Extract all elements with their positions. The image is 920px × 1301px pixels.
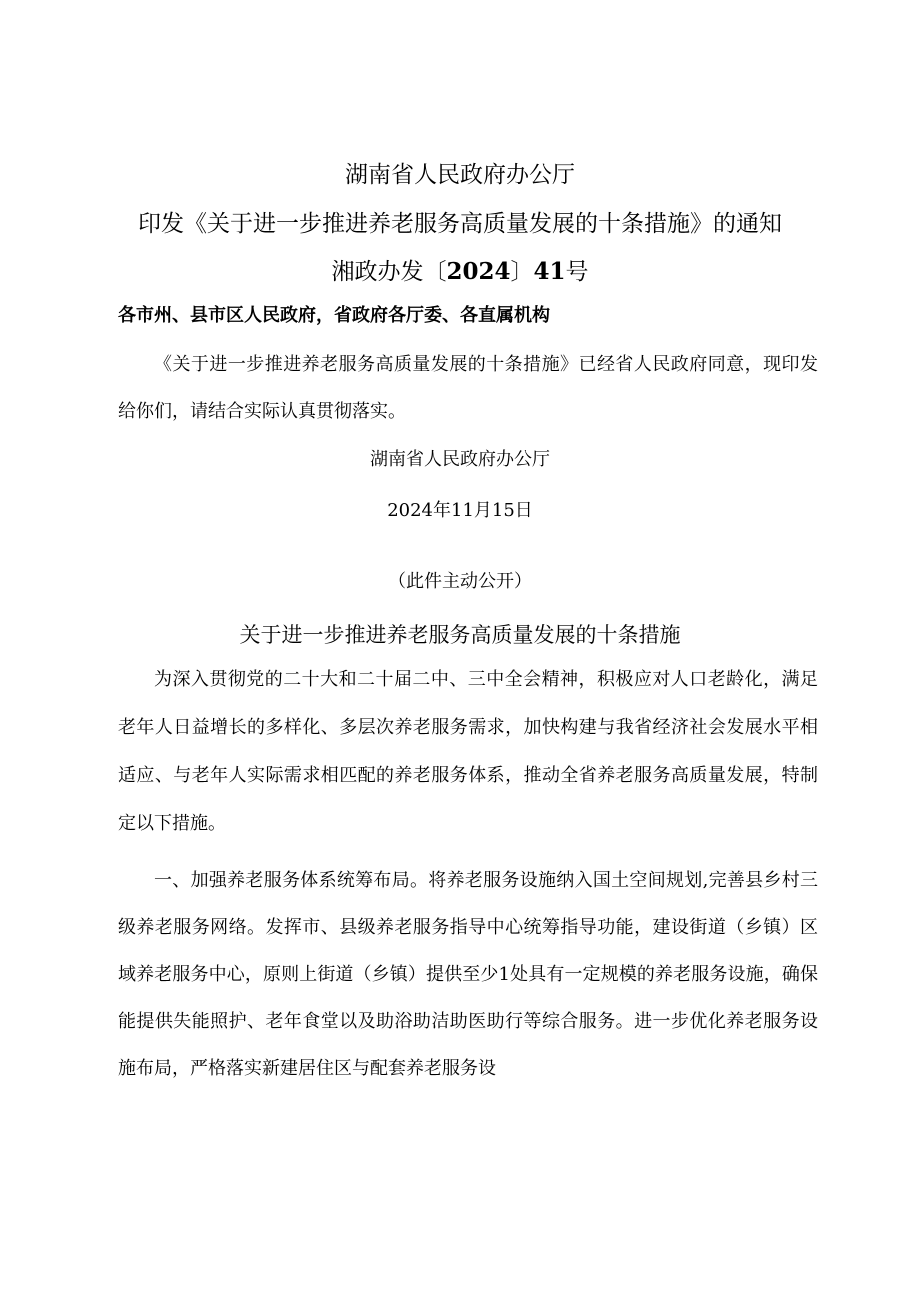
body-paragraph: 一、加强养老服务体系统筹布局。将养老服务设施纳入国土空间规划,完善县乡村三级养老服务网络。发挥市、县级养老服务指导中心统筹指导功能，建设街道（乡镇）区域养老服务中心，原则上街道（乡镇）提供至少1处具有一定规模的养老服务设施，确保能提供失能照护、老年食堂以及助浴助洁助医助行等综合服务。进一步优化养老服务设施布局，严格落实新建居住区与配套养老服务设 bbox=[118, 870, 818, 1079]
body-paragraph: 为深入贯彻党的二十大和二十届二中、三中全会精神，积极应对人口老龄化，满足老年人日益增长的多样化、多层次养老服务需求，加快构建与我省经济社会发展水平相适应、与老年人实际需求相匹配的养老服务体系，推动全省养老服务高质量发展，特制定以下措施。 bbox=[118, 669, 818, 834]
doc-number-num: 41 bbox=[533, 258, 566, 285]
issuer-heading: 湖南省人民政府办公厅 bbox=[345, 162, 575, 188]
publicity-note: （此件主动公开） bbox=[388, 571, 532, 592]
attachment-title: 关于进一步推进养老服务高质量发展的十条措施 bbox=[239, 623, 681, 647]
document-number bbox=[0, 253, 920, 286]
doc-number-mid: 〕 bbox=[510, 259, 534, 285]
signature-date: 2024年11月15日 bbox=[387, 500, 533, 521]
addressee: 各市州、县市区人民政府，省政府各厅委、各直属机构 bbox=[118, 305, 550, 326]
notice-title: 印发《关于进一步推进养老服务高质量发展的十条措施》的通知 bbox=[138, 211, 782, 237]
doc-number-year: 2024 bbox=[446, 258, 511, 285]
signature-issuer: 湖南省人民政府办公厅 bbox=[370, 449, 550, 470]
intro-paragraph: 《关于进一步推进养老服务高质量发展的十条措施》已经省人民政府同意，现印发给你们，请结合实际认真贯彻落实。 bbox=[118, 354, 818, 422]
doc-number-suffix: 号 bbox=[565, 259, 589, 285]
doc-number-prefix: 湘政办发〔 bbox=[331, 259, 447, 285]
